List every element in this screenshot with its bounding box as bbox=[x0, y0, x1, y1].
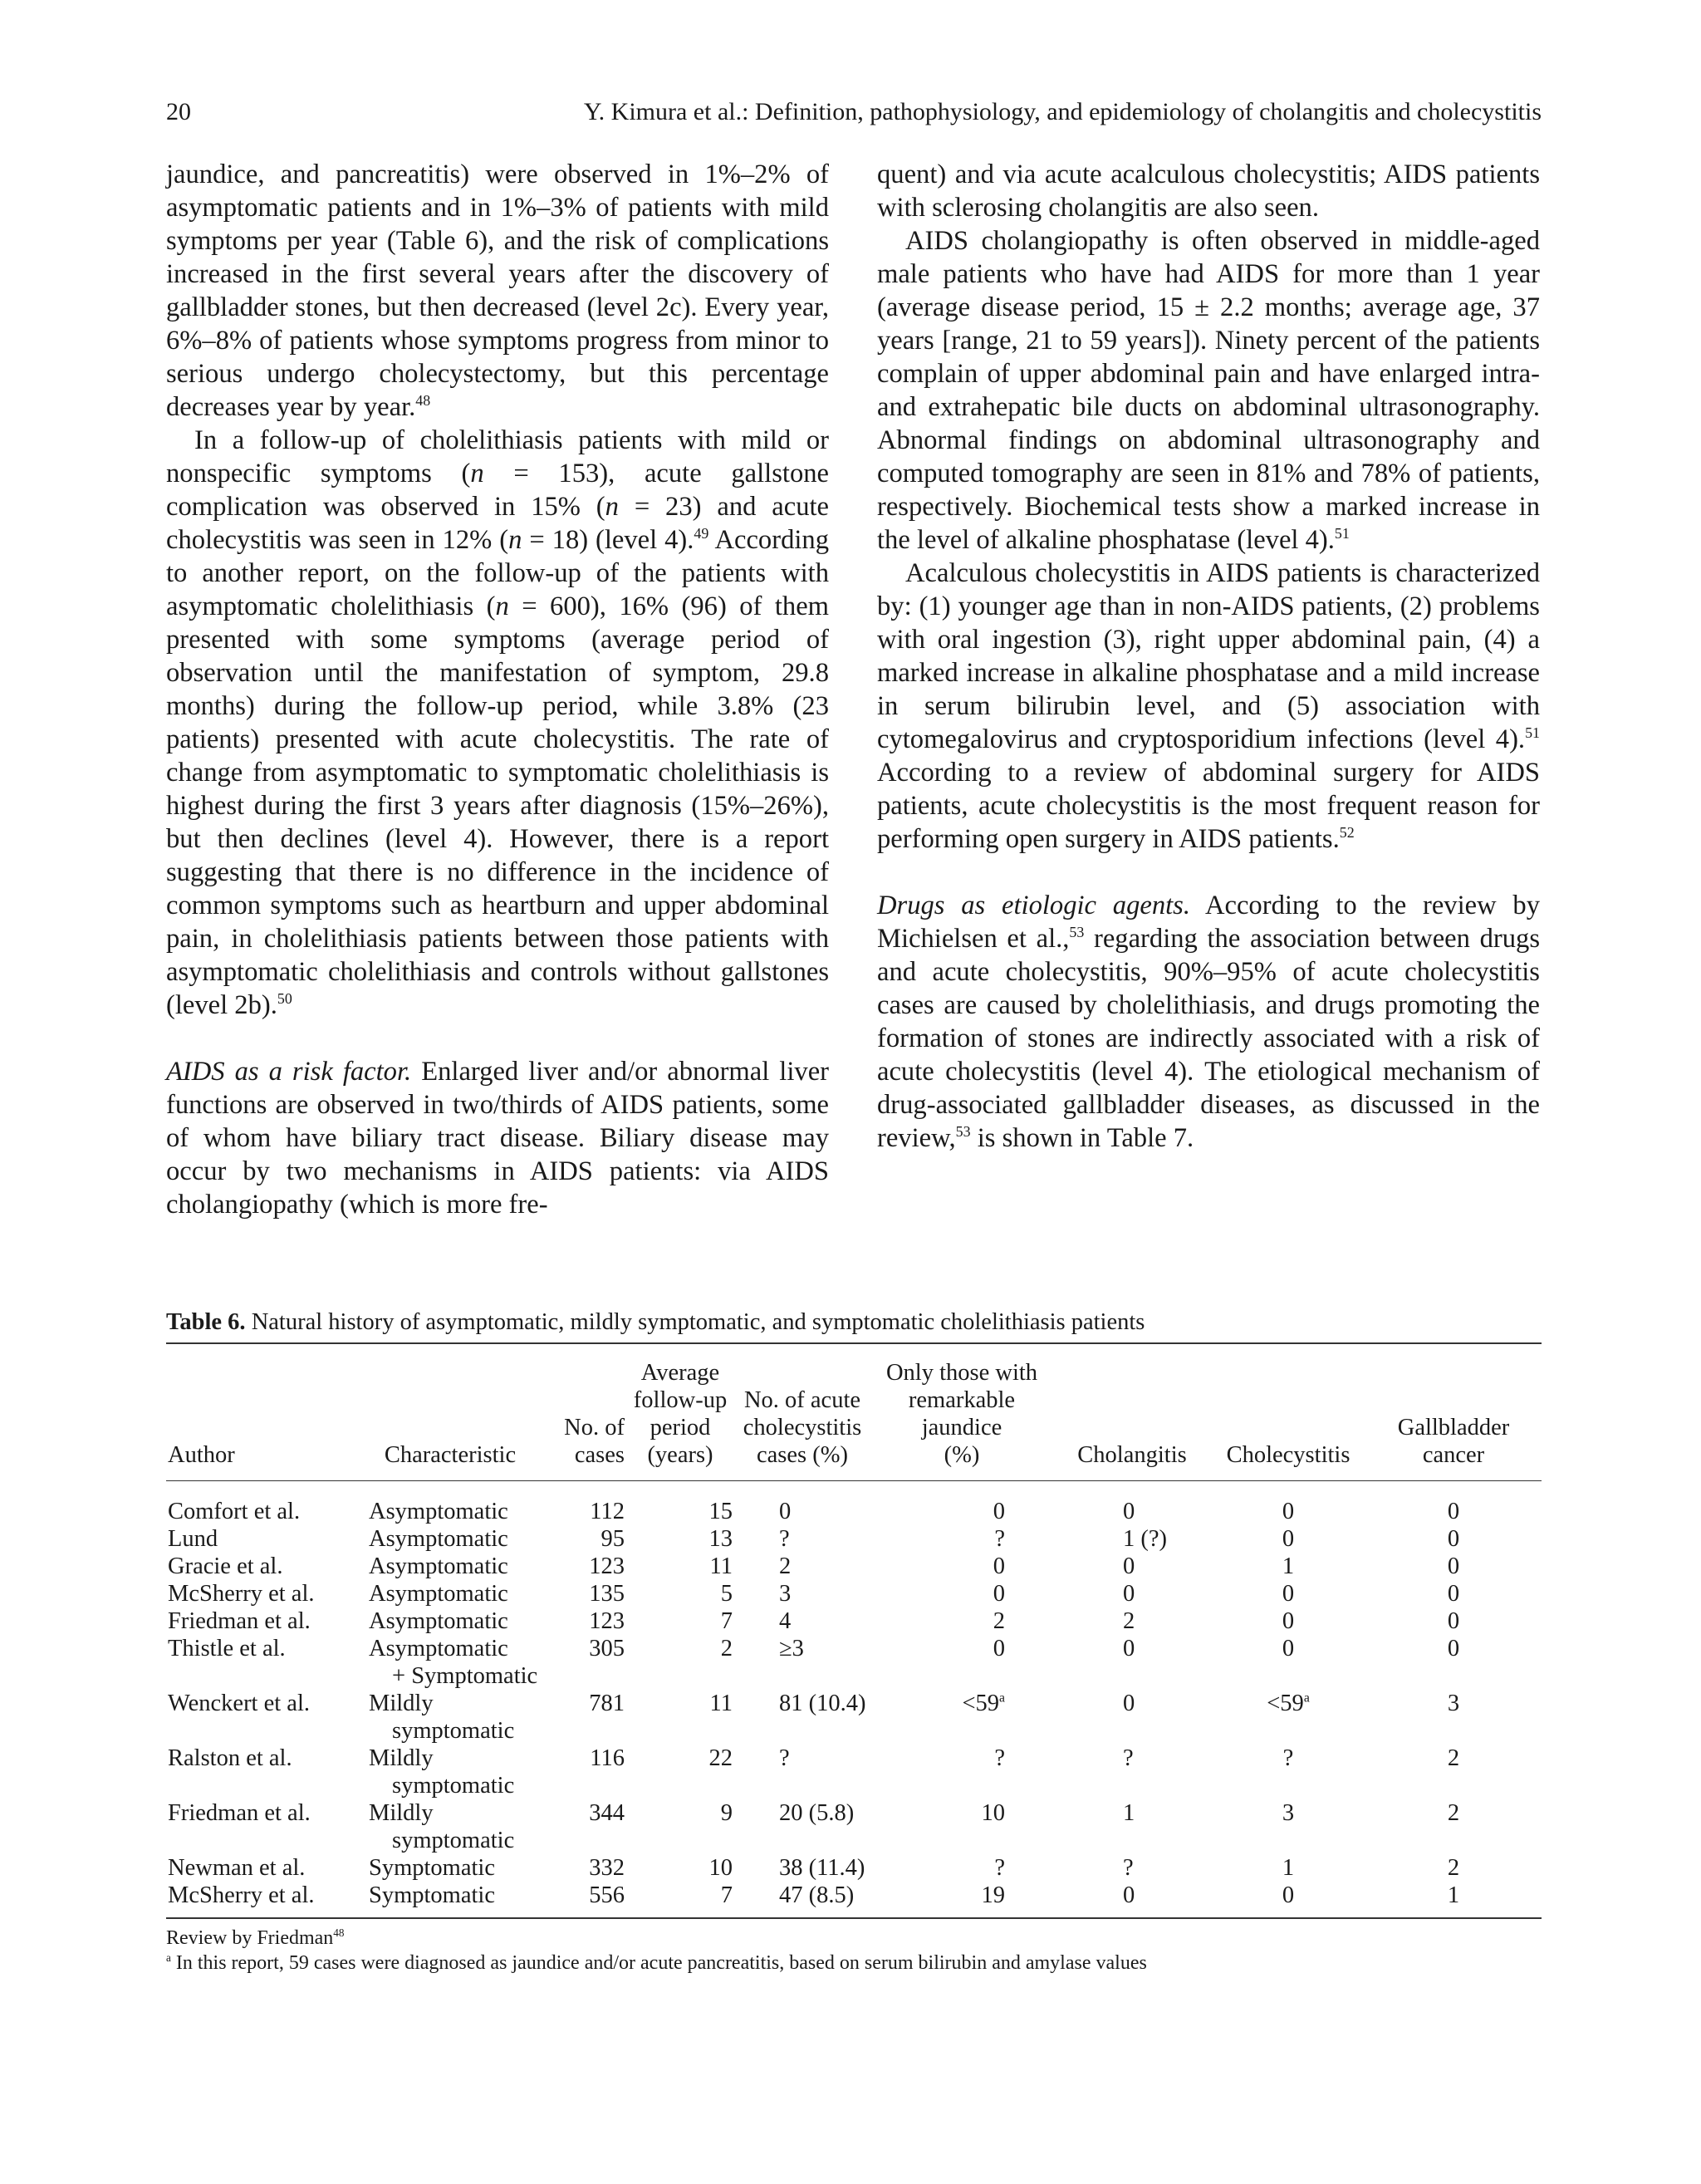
cell-characteristic: Asymptomatic bbox=[369, 1608, 508, 1634]
table-row bbox=[166, 1854, 1542, 1882]
cell-cancer: 0 bbox=[1447, 1526, 1460, 1552]
cell-author: Friedman et al. bbox=[168, 1608, 311, 1634]
cell-cholangitis: 0 bbox=[1123, 1691, 1135, 1716]
cell-acute: 38 (11.4) bbox=[779, 1855, 865, 1881]
cell-jaundice: $<59^a$ bbox=[962, 1691, 1005, 1716]
cell-acute: ? bbox=[779, 1526, 790, 1552]
cell-characteristic: Asymptomatic bbox=[369, 1553, 508, 1579]
cell-cases: 332 bbox=[589, 1855, 625, 1881]
cell-cases: 556 bbox=[589, 1882, 625, 1908]
footnote-mark: a bbox=[1303, 1691, 1310, 1705]
cell-cholangitis: 1 (?) bbox=[1123, 1526, 1168, 1552]
cell-cancer: 0 bbox=[1447, 1581, 1460, 1607]
footnote-review: Review by Friedman$^{48}$ bbox=[166, 1926, 345, 1949]
cell-characteristic: Asymptomatic bbox=[369, 1581, 508, 1607]
table-row bbox=[166, 1799, 1542, 1854]
cell-author: Gracie et al. bbox=[168, 1553, 283, 1579]
table-caption-text: Natural history of asymptomatic, mildly symptomatic, and symptomatic cholelithiasis patients bbox=[251, 1309, 1145, 1335]
citation-ref: 53 bbox=[1069, 924, 1085, 941]
cell-characteristic: Symptomatic bbox=[369, 1855, 495, 1881]
col-characteristic: Characteristic bbox=[352, 1343, 548, 1481]
cell-cholecystitis: 3 bbox=[1282, 1800, 1295, 1826]
cell-cancer: 3 bbox=[1447, 1691, 1460, 1716]
cell-jaundice: 0 bbox=[993, 1581, 1005, 1607]
cell-cancer: 2 bbox=[1447, 1800, 1460, 1826]
cell-author: Friedman et al. bbox=[168, 1800, 311, 1826]
cell-cases: 116 bbox=[590, 1745, 625, 1771]
cell-followup: 7 bbox=[720, 1608, 733, 1634]
cell-characteristic: Asymptomatic bbox=[369, 1499, 508, 1524]
cell-followup: 22 bbox=[708, 1745, 733, 1771]
citation-ref: 53 bbox=[955, 1123, 971, 1141]
col-cases: No. of cases bbox=[548, 1343, 626, 1481]
cell-followup: 7 bbox=[720, 1882, 733, 1908]
citation-ref: 52 bbox=[1339, 824, 1355, 842]
table-row bbox=[166, 1635, 1542, 1690]
col-jaundice: Only those with remarkable jaundice (%) bbox=[870, 1343, 1053, 1481]
running-title: Y. Kimura et al.: Definition, pathophysiology, and epidemiology of cholangitis and cholecystitis bbox=[583, 98, 1542, 125]
section-heading: Drugs as etiologic agents. bbox=[877, 891, 1190, 920]
col-author: Author bbox=[166, 1343, 352, 1481]
cell-cancer: 0 bbox=[1447, 1608, 1460, 1634]
citation-ref: 51 bbox=[1334, 525, 1350, 542]
paragraph: quent) and via acute acalculous cholecystitis; AIDS patients with sclerosing cholangitis are also seen. bbox=[877, 160, 1540, 223]
table-row bbox=[166, 1607, 1542, 1635]
cell-cases: 95 bbox=[600, 1526, 625, 1552]
cell-followup: 10 bbox=[708, 1855, 733, 1881]
table-row bbox=[166, 1882, 1542, 1918]
cell-cholangitis: 0 bbox=[1123, 1581, 1135, 1607]
table-caption bbox=[166, 1306, 1542, 1339]
cell-acute: ≥3 bbox=[779, 1636, 804, 1661]
cell-characteristic: Asymptomatic + Symptomatic bbox=[369, 1636, 538, 1689]
cell-cholecystitis: ? bbox=[1282, 1745, 1294, 1771]
cell-cases: 112 bbox=[590, 1499, 625, 1524]
cell-acute: 0 bbox=[779, 1499, 792, 1524]
paragraph: In a follow-up of cholelithiasis patients with mild or nonspecific symptoms (n = 153), acute gallstone complication was observed in 15% (n = 23) and acute cholecystitis was seen in 12% (n = 18) (level 4).$^{49}$ According to another report, on the follow-up of the patients with asymptomatic cholelithiasis (n = 600), 16% (96) of them presented with some symptoms (average period of observation until the manifestation of symptom, 29.8 months) during the follow-up period, while 3.8% (23 patients) presented with acute cholecystitis. The rate of change from asymptomatic to symptomatic cholelithiasis is highest during the first 3 years after diagnosis (15%–26%), but then declines (level 4). However, there is a report suggesting that there is no difference in the incidence of common symptoms such as heartburn and upper abdominal pain, in cholelithiasis patients between those patients with asymptomatic cholelithiasis and controls without gallstones (level 2b).$^{50}$ bbox=[166, 425, 829, 1020]
paragraph: Acalculous cholecystitis in AIDS patients is characterized by: (1) younger age than in non-AIDS patients, (2) problems with oral ingestion (3), right upper abdominal pain, (4) a marked increase in alkaline phosphatase and a mild increase in serum bilirubin level, and (5) association with cytomegalovirus and cryptosporidium infections (level 4).$^{51}$ According to a review of abdominal surgery for AIDS patients, acute cholecystitis is the most frequent reason for performing open surgery in AIDS patients.$^{52}$ bbox=[877, 558, 1540, 854]
left-column bbox=[166, 158, 829, 1221]
table-label: Table 6. bbox=[166, 1309, 246, 1335]
cell-cholangitis: 1 bbox=[1123, 1800, 1135, 1826]
cell-followup: 15 bbox=[708, 1499, 733, 1524]
cell-acute: 2 bbox=[779, 1553, 792, 1579]
cell-cases: 305 bbox=[589, 1636, 625, 1661]
section-paragraph-aids: AIDS as a risk factor. Enlarged liver and/or abnormal liver functions are observed in two/thirds of AIDS patients, some of whom have biliary tract disease. Biliary disease may occur by two mechanisms in AIDS patients: via AIDS cholangiopathy (which is more fre- bbox=[166, 1057, 830, 1220]
cell-followup: 9 bbox=[720, 1800, 733, 1826]
cell-cancer: 0 bbox=[1447, 1499, 1460, 1524]
cell-cancer: 0 bbox=[1447, 1553, 1460, 1579]
cell-author: Wenckert et al. bbox=[168, 1691, 310, 1716]
cell-cholecystitis: 1 bbox=[1282, 1855, 1295, 1881]
table-row bbox=[166, 1580, 1542, 1607]
cell-acute: 3 bbox=[779, 1581, 792, 1607]
cell-jaundice: 19 bbox=[981, 1882, 1005, 1908]
cell-followup: 11 bbox=[709, 1553, 733, 1579]
cell-jaundice: ? bbox=[994, 1745, 1005, 1771]
cell-cholecystitis: 0 bbox=[1282, 1581, 1295, 1607]
footnote-mark: a bbox=[999, 1691, 1005, 1705]
table-row bbox=[166, 1481, 1542, 1526]
cell-characteristic: Symptomatic bbox=[369, 1882, 495, 1908]
table-row bbox=[166, 1553, 1542, 1580]
cell-author: Thistle et al. bbox=[168, 1636, 286, 1661]
cell-cholangitis: ? bbox=[1123, 1745, 1134, 1771]
cell-cholangitis: 0 bbox=[1123, 1882, 1135, 1908]
citation-ref: 48 bbox=[333, 1926, 345, 1939]
cell-cholecystitis: 0 bbox=[1282, 1526, 1295, 1552]
col-cholangitis: Cholangitis bbox=[1053, 1343, 1211, 1481]
cell-cholecystitis: 0 bbox=[1282, 1608, 1295, 1634]
col-acute: No. of acute cholecystitis cases (%) bbox=[734, 1343, 870, 1481]
cell-cases: 344 bbox=[589, 1800, 625, 1826]
cell-cancer: 2 bbox=[1447, 1745, 1460, 1771]
cell-jaundice: 0 bbox=[993, 1499, 1005, 1524]
cell-followup: 5 bbox=[720, 1581, 733, 1607]
cell-followup: 11 bbox=[709, 1691, 733, 1716]
table-6 bbox=[166, 1306, 1542, 1975]
data-table bbox=[166, 1342, 1542, 1919]
section-heading: AIDS as a risk factor. bbox=[166, 1057, 412, 1087]
citation-ref: 50 bbox=[277, 990, 292, 1008]
cell-followup: 2 bbox=[720, 1636, 733, 1661]
cell-acute: 47 (8.5) bbox=[779, 1882, 855, 1908]
cell-cholecystitis: 1 bbox=[1282, 1553, 1295, 1579]
cell-cases: 123 bbox=[589, 1553, 625, 1579]
cell-acute: 4 bbox=[779, 1608, 792, 1634]
cell-cancer: 1 bbox=[1447, 1882, 1460, 1908]
cell-cholecystitis: 0 bbox=[1282, 1636, 1295, 1661]
table-row bbox=[166, 1745, 1542, 1799]
cell-cholangitis: 0 bbox=[1123, 1553, 1135, 1579]
cell-author: Lund bbox=[168, 1526, 218, 1552]
cell-author: McSherry et al. bbox=[168, 1882, 315, 1908]
cell-cholangitis: ? bbox=[1123, 1855, 1134, 1881]
citation-ref: 49 bbox=[694, 525, 709, 542]
cell-author: Ralston et al. bbox=[168, 1745, 292, 1771]
cell-cholangitis: 0 bbox=[1123, 1499, 1135, 1524]
right-column bbox=[877, 158, 1540, 1155]
paragraph: AIDS cholangiopathy is often observed in middle-aged male patients who have had AIDS for more than 1 year (average disease period, 15 ± 2.2 months; average age, 37 years [range, 21 to 59 years]). Ninety percent of the patients complain of upper abdominal pain and have enlarged intra- and extrahepatic bile ducts on abdominal ultrasonography. Abnormal findings on abdominal ultrasonography and computed tomography are seen in 81% and 78% of patients, respectively. Biochemical tests show a marked increase in the level of alkaline phosphatase (level 4).$^{51}$ bbox=[877, 226, 1540, 555]
page-number: 20 bbox=[166, 98, 191, 125]
cell-acute: 20 (5.8) bbox=[779, 1800, 855, 1826]
cell-author: McSherry et al. bbox=[168, 1581, 315, 1607]
cell-cholecystitis: 0 bbox=[1282, 1882, 1295, 1908]
cell-cases: 135 bbox=[589, 1581, 625, 1607]
table-row bbox=[166, 1690, 1542, 1745]
col-cancer: Gallbladder cancer bbox=[1365, 1343, 1542, 1481]
cell-characteristic: Mildly symptomatic bbox=[369, 1800, 515, 1853]
cell-cholangitis: 2 bbox=[1123, 1608, 1135, 1634]
paragraph: jaundice, and pancreatitis) were observed in 1%–2% of asymptomatic patients and in 1%–3% of patients with mild symptoms per year (Table 6), and the risk of complications increased in the first several years after the discovery of gallbladder stones, but then decreased (level 2c). Every year, 6%–8% of patients whose symptoms progress from minor to serious undergo cholecystectomy, but this percentage decreases year by year.$^{48}$ bbox=[166, 160, 829, 422]
cell-acute: 81 (10.4) bbox=[779, 1691, 866, 1716]
footnote-a: $^a$ In this report, 59 cases were diagnosed as jaundice and/or acute pancreatitis, based on serum bilirubin and amylase values bbox=[166, 1951, 1147, 1974]
cell-cholecystitis: $<59^a$ bbox=[1267, 1691, 1310, 1716]
cell-cholecystitis: 0 bbox=[1282, 1499, 1295, 1524]
cell-author: Newman et al. bbox=[168, 1855, 306, 1881]
table-row bbox=[166, 1525, 1542, 1553]
cell-cancer: 2 bbox=[1447, 1855, 1460, 1881]
cell-cancer: 0 bbox=[1447, 1636, 1460, 1661]
footnote-mark: a bbox=[166, 1951, 171, 1964]
cell-characteristic: Mildly symptomatic bbox=[369, 1745, 515, 1799]
col-followup: Average follow-up period (years) bbox=[626, 1343, 734, 1481]
cell-cases: 123 bbox=[589, 1608, 625, 1634]
citation-ref: 51 bbox=[1525, 724, 1540, 742]
cell-jaundice: 2 bbox=[993, 1608, 1005, 1634]
cell-jaundice: ? bbox=[994, 1526, 1005, 1552]
cell-jaundice: 0 bbox=[993, 1553, 1005, 1579]
cell-acute: ? bbox=[779, 1745, 790, 1771]
header-row bbox=[166, 1343, 1542, 1481]
cell-cholangitis: 0 bbox=[1123, 1636, 1135, 1661]
running-header bbox=[166, 94, 1542, 130]
citation-ref: 48 bbox=[415, 392, 431, 410]
cell-jaundice: ? bbox=[994, 1855, 1005, 1881]
cell-cases: 781 bbox=[589, 1691, 625, 1716]
cell-jaundice: 10 bbox=[981, 1800, 1005, 1826]
cell-characteristic: Mildly symptomatic bbox=[369, 1691, 515, 1744]
col-cholecystitis: Cholecystitis bbox=[1211, 1343, 1365, 1481]
table-footnotes bbox=[166, 1926, 1542, 1975]
section-paragraph-drugs: Drugs as etiologic agents. According to the review by Michielsen et al.,$^{53}$ regarding the association between drugs and acute cholecystitis, 90%–95% of acute cholecystitis cases are caused by cholelithiasis, and drugs promoting the formation of stones are indirectly associated with a risk of acute cholecystitis (level 4). The etiological mechanism of drug-associated gallbladder diseases, as discussed in the review,$^{53}$ is shown in Table 7. bbox=[877, 891, 1541, 1153]
cell-jaundice: 0 bbox=[993, 1636, 1005, 1661]
cell-followup: 13 bbox=[708, 1526, 733, 1552]
cell-author: Comfort et al. bbox=[168, 1499, 301, 1524]
cell-characteristic: Asymptomatic bbox=[369, 1526, 508, 1552]
table-body bbox=[166, 1481, 1542, 1919]
